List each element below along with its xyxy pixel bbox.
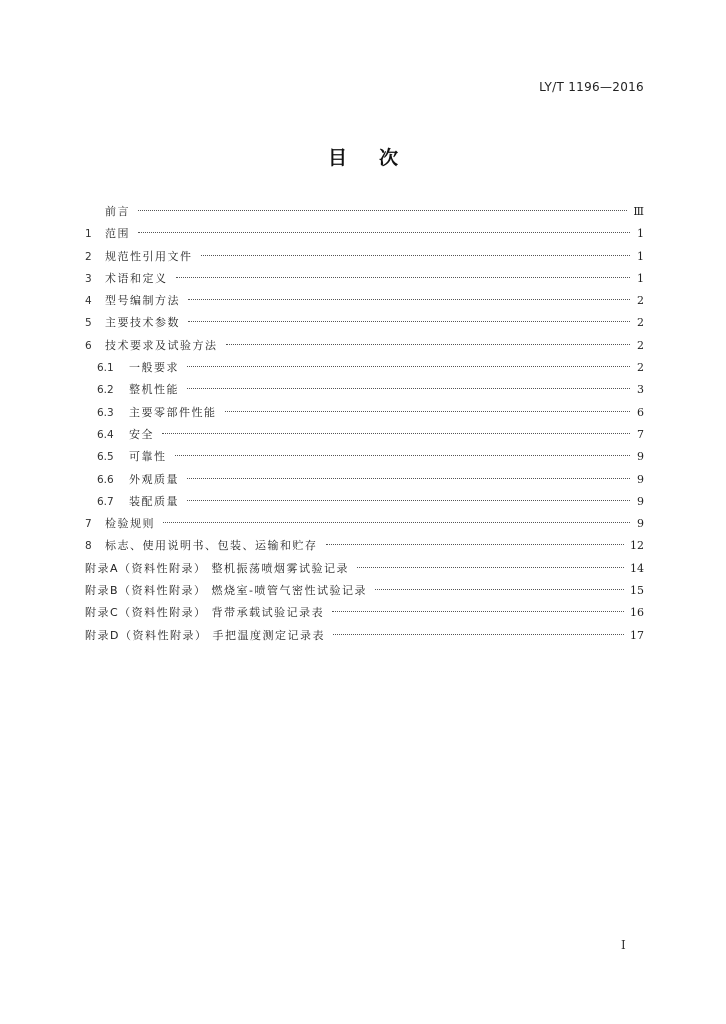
toc-entry-title: 外观质量 [129, 472, 179, 486]
toc-entry-inspection-rules[interactable] [85, 513, 644, 535]
toc-entry-number: 6.7 [97, 495, 114, 508]
toc-entry-number: 6.4 [97, 428, 114, 441]
toc-entry-requirements[interactable] [85, 335, 644, 357]
dot-leader [188, 321, 630, 322]
toc-entry-page: 16 [630, 606, 644, 620]
toc-entry-page: 1 [637, 227, 644, 241]
dot-leader [187, 388, 630, 389]
dot-leader [226, 344, 631, 345]
toc-entry-page: 12 [630, 539, 644, 553]
dot-leader [138, 232, 630, 233]
dot-leader [357, 567, 624, 568]
toc-entry-page: 14 [630, 561, 644, 575]
toc-entry-number: 6.1 [97, 362, 114, 375]
toc-entry-number: 8 [85, 540, 92, 553]
dot-leader [176, 277, 631, 278]
dot-leader [187, 366, 630, 367]
toc-entry-general-requirements[interactable] [85, 357, 644, 379]
toc-entry-appendix-c[interactable] [85, 602, 644, 624]
toc-title: 目次 [327, 147, 430, 169]
dot-leader [326, 544, 625, 545]
toc-entry-appendix-b[interactable] [85, 580, 644, 602]
toc-entry-page: 1 [637, 249, 644, 263]
toc-entry-title: 前言 [105, 205, 130, 218]
toc-entry-model-designation[interactable] [85, 290, 644, 312]
toc-entry-page: 9 [637, 494, 644, 508]
dot-leader [375, 589, 624, 590]
toc-entry-scope[interactable] [85, 223, 644, 245]
dot-leader [163, 522, 630, 523]
toc-entry-number: 5 [85, 317, 92, 330]
toc-entry-page: 2 [637, 338, 644, 352]
toc-entry-page: 7 [637, 427, 644, 441]
toc-entry-title: 范围 [105, 227, 130, 241]
dot-leader [187, 500, 630, 501]
toc-entry-title: 技术要求及试验方法 [105, 338, 218, 352]
toc-entry-number: 6.3 [97, 406, 114, 419]
toc-entry-title: 主要零部件性能 [129, 405, 217, 419]
toc-entry-title: 整机性能 [129, 383, 179, 397]
dot-leader [332, 611, 624, 612]
toc-entry-machine-performance[interactable] [85, 379, 644, 401]
toc-entry-reliability[interactable] [85, 446, 644, 468]
toc-entry-foreword[interactable] [85, 201, 644, 223]
toc-entry-component-performance[interactable] [85, 402, 644, 424]
toc-entry-page: 3 [637, 383, 644, 397]
toc-entry-appearance[interactable] [85, 469, 644, 491]
toc-entry-title: 规范性引用文件 [105, 249, 193, 263]
toc-entry-title: 标志、使用说明书、包装、运输和贮存 [105, 539, 318, 553]
dot-leader [138, 210, 627, 211]
dot-leader [175, 455, 631, 456]
toc-entry-page: 2 [637, 294, 644, 308]
toc-entry-page: 9 [637, 517, 644, 531]
toc-entry-page: 9 [637, 450, 644, 464]
toc-entry-title: 主要技术参数 [105, 316, 180, 330]
dot-leader [187, 478, 630, 479]
toc-entry-appendix-a[interactable] [85, 558, 644, 580]
toc-entry-page: 1 [637, 271, 644, 285]
toc-entry-page: 15 [630, 584, 644, 598]
toc-entry-title: 附录D（资料性附录） 手把温度测定记录表 [85, 628, 325, 642]
toc-entry-title: 术语和定义 [105, 271, 168, 285]
toc-entry-page: 9 [637, 472, 644, 486]
toc-entry-number: 6.6 [97, 473, 114, 486]
toc-entry-page: Ⅲ [633, 205, 644, 218]
toc-entry-main-parameters[interactable] [85, 312, 644, 334]
dot-leader [201, 255, 631, 256]
page-number: I [621, 938, 626, 952]
toc-entry-number: 4 [85, 295, 92, 308]
toc-entry-title: 可靠性 [129, 450, 167, 464]
dot-leader [333, 634, 624, 635]
toc-entry-appendix-d[interactable] [85, 625, 644, 647]
dot-leader [225, 411, 631, 412]
toc-entry-page: 17 [630, 628, 644, 642]
toc-entry-number: 6.2 [97, 384, 114, 397]
toc-entry-title: 附录C（资料性附录） 背带承载试验记录表 [85, 606, 325, 620]
toc-entry-number: 6.5 [97, 451, 114, 464]
toc-entry-number: 2 [85, 250, 92, 263]
toc-entry-number: 6 [85, 339, 92, 352]
toc-entry-marking-packaging[interactable] [85, 535, 644, 557]
toc-entry-title: 附录A（资料性附录） 整机振荡喷烟雾试验记录 [85, 561, 350, 575]
toc-entry-page: 2 [637, 316, 644, 330]
toc-entry-number: 1 [85, 228, 92, 241]
toc-entry-title: 型号编制方法 [105, 294, 180, 308]
toc-entry-number: 3 [85, 272, 92, 285]
dot-leader [162, 433, 630, 434]
toc-list [85, 201, 644, 647]
toc-entry-normative-references[interactable] [85, 246, 644, 268]
toc-entry-title: 安全 [129, 427, 154, 441]
toc-entry-title: 检验规则 [105, 517, 155, 531]
toc-entry-safety[interactable] [85, 424, 644, 446]
toc-entry-terms[interactable] [85, 268, 644, 290]
toc-entry-page: 2 [637, 361, 644, 375]
dot-leader [188, 299, 630, 300]
toc-entry-title: 装配质量 [129, 494, 179, 508]
standard-number: LY/T 1196—2016 [539, 80, 644, 94]
toc-entry-assembly[interactable] [85, 491, 644, 513]
toc-entry-title: 一般要求 [129, 361, 179, 375]
toc-entry-number: 7 [85, 518, 92, 531]
toc-entry-title: 附录B（资料性附录） 燃烧室-喷管气密性试验记录 [85, 584, 368, 598]
toc-entry-page: 6 [637, 405, 644, 419]
